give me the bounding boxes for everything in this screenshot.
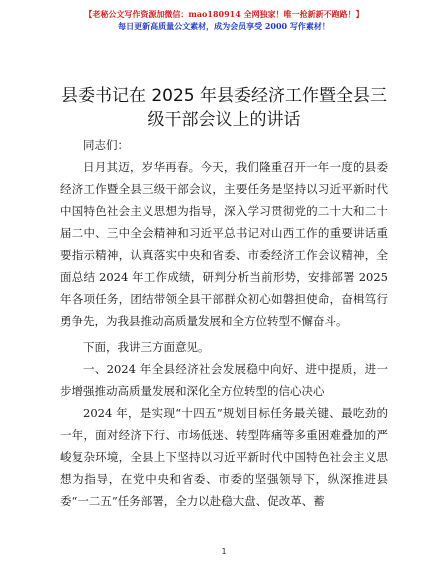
paragraph-2024-review: 2024 年，是实现“十四五”规划目标任务最关键、最吃劲的一年，面对经济下行、市场低迷、转型阵痛等多重困难叠加的严峻复杂环境，全县上下坚持以习近平新时代中国特色社会主义思想为指导，在党中央和省委、市委的坚强领导下，纵深推进县委“一二五”任务部署，全力以赴稳大盘、促改革、蓄 [60,406,388,508]
document-body [60,134,388,512]
promo-line-2: 每日更新高质量公文素材，成为会员享受 2000 写作素材！ [118,21,330,31]
paragraph-opening: 日月其迈，岁华再春。今天，我们隆重召开一年一度的县委经济工作暨全县三级干部会议，主要任务是坚持以习近平新时代中国特色社会主义思想为指导，深入学习贯彻党的二十大和二十届二中、三中全会精神和习近平总书记对山西工作的重要讲话重要指示精神，认真落实中央和省委、市委经济工作会议精神，全面总结 2024 年工作成绩，研判分析当前形势，安排部署 2025 年各项任务，团结带领全县干部群众初心如磐担使命，奋楫笃行勇争先，为我县推动高质量发展和全方位转型不懈奋斗。 [60,160,388,328]
document-title: 县委书记在 2025 年县委经济工作暨全县三级干部会议上的讲话 [60,86,388,130]
section-heading-1: 一、2024 年全县经济社会发展稳中向好、进中提质，进一步增强推动高质量发展和深化全方位转型的信心决心 [60,362,388,398]
promo-line-1: 【老秘公文写作资源加微信：mao180914 全网独家！唯一抢新新不跑路！】 [84,9,364,19]
promo-banner [0,8,448,32]
salutation: 同志们： [83,138,129,152]
paragraph-outline: 下面，我讲三方面意见。 [83,340,210,354]
page-number: 1 [221,547,227,556]
